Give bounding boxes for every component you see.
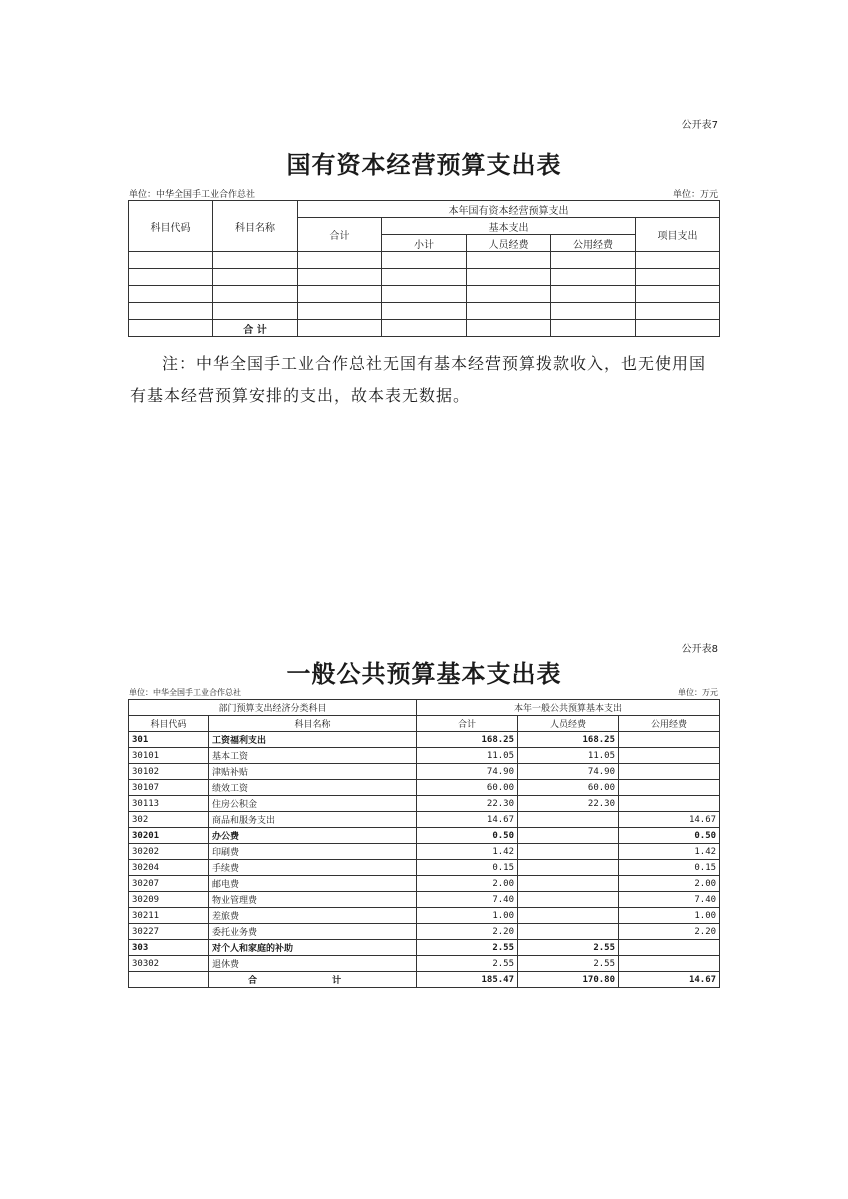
row-code: 30207	[129, 876, 209, 892]
row-name: 邮电费	[209, 876, 417, 892]
row-name: 手续费	[209, 860, 417, 876]
row-personnel: 11.05	[518, 748, 619, 764]
header-code: 科目代码	[129, 716, 209, 732]
row-public: 0.15	[619, 860, 720, 876]
header-group: 本年国有资本经营预算支出	[298, 201, 720, 218]
row-total: 0.50	[417, 828, 518, 844]
table7-unit-currency: 单位：万元	[672, 190, 718, 200]
row-public	[619, 796, 720, 812]
row-public: 1.42	[619, 844, 720, 860]
row-name: 工资福利支出	[209, 732, 417, 748]
row-name: 办公费	[209, 828, 417, 844]
row-personnel: 22.30	[518, 796, 619, 812]
table-row	[129, 732, 720, 748]
row-name: 绩效工资	[209, 780, 417, 796]
row-name: 对个人和家庭的补助	[209, 940, 417, 956]
row-personnel	[518, 812, 619, 828]
row-total: 1.00	[417, 908, 518, 924]
table-row	[129, 796, 720, 812]
row-code: 30204	[129, 860, 209, 876]
table-row	[129, 956, 720, 972]
table-row	[129, 908, 720, 924]
table-row	[129, 860, 720, 876]
row-personnel	[518, 924, 619, 940]
table8-unit-org: 单位：中华全国手工业合作总社	[129, 688, 241, 697]
row-code: 303	[129, 940, 209, 956]
row-code: 30227	[129, 924, 209, 940]
total-public: 14.67	[619, 972, 720, 988]
row-personnel	[518, 828, 619, 844]
row-public: 7.40	[619, 892, 720, 908]
total-amount: 185.47	[417, 972, 518, 988]
row-public: 2.20	[619, 924, 720, 940]
row-personnel: 168.25	[518, 732, 619, 748]
header-group-right: 本年一般公共预算基本支出	[417, 700, 720, 716]
row-code: 30209	[129, 892, 209, 908]
state-capital-budget-table	[128, 200, 720, 337]
table-row	[129, 924, 720, 940]
total-personnel: 170.80	[518, 972, 619, 988]
row-personnel: 60.00	[518, 780, 619, 796]
table-row	[129, 269, 720, 286]
table-row	[129, 892, 720, 908]
row-public	[619, 748, 720, 764]
header-personnel: 人员经费	[518, 716, 619, 732]
general-budget-basic-expenditure-table	[128, 699, 720, 988]
table7-unit-org: 单位：中华全国手工业合作总社	[129, 190, 256, 200]
row-name: 商品和服务支出	[209, 812, 417, 828]
row-name: 津贴补贴	[209, 764, 417, 780]
row-public	[619, 732, 720, 748]
row-total: 0.15	[417, 860, 518, 876]
row-name: 印刷费	[209, 844, 417, 860]
row-total: 2.55	[417, 956, 518, 972]
table-row	[129, 812, 720, 828]
row-personnel	[518, 844, 619, 860]
table-row	[129, 748, 720, 764]
row-personnel: 74.90	[518, 764, 619, 780]
row-total: 2.20	[417, 924, 518, 940]
row-personnel	[518, 860, 619, 876]
header-total: 合计	[298, 218, 382, 252]
row-personnel	[518, 876, 619, 892]
page-number-label-7: 公开表7	[681, 120, 718, 131]
header-project: 项目支出	[636, 218, 720, 252]
row-code: 30101	[129, 748, 209, 764]
row-code: 301	[129, 732, 209, 748]
table-row	[129, 828, 720, 844]
header-code: 科目代码	[129, 201, 213, 252]
header-personnel: 人员经费	[467, 235, 551, 252]
total-label: 合 计	[209, 972, 417, 988]
row-total: 22.30	[417, 796, 518, 812]
row-public: 0.50	[619, 828, 720, 844]
row-total: 7.40	[417, 892, 518, 908]
row-name: 退休费	[209, 956, 417, 972]
header-name: 科目名称	[209, 716, 417, 732]
row-code: 30102	[129, 764, 209, 780]
row-name: 差旅费	[209, 908, 417, 924]
row-total: 1.42	[417, 844, 518, 860]
header-public: 公用经费	[619, 716, 720, 732]
row-personnel	[518, 908, 619, 924]
row-code: 30202	[129, 844, 209, 860]
row-code: 30211	[129, 908, 209, 924]
row-total: 168.25	[417, 732, 518, 748]
row-code: 30201	[129, 828, 209, 844]
row-code: 30302	[129, 956, 209, 972]
table8-unit-currency: 单位：万元	[678, 688, 718, 697]
total-row	[129, 320, 720, 337]
row-personnel: 2.55	[518, 940, 619, 956]
row-personnel: 2.55	[518, 956, 619, 972]
table-row	[129, 876, 720, 892]
table-row	[129, 303, 720, 320]
header-subtotal: 小计	[382, 235, 467, 252]
row-total: 11.05	[417, 748, 518, 764]
row-public: 2.00	[619, 876, 720, 892]
table7-note: 注：中华全国手工业合作总社无国有基本经营预算拨款收入，也无使用国有基本经营预算安排的支出，故本表无数据。	[130, 354, 707, 405]
header-group-left: 部门预算支出经济分类科目	[129, 700, 417, 716]
header-public: 公用经费	[551, 235, 636, 252]
row-public	[619, 764, 720, 780]
total-row	[129, 972, 720, 988]
table-row	[129, 286, 720, 303]
row-public	[619, 940, 720, 956]
header-total: 合计	[417, 716, 518, 732]
table7-title: 国有资本经营预算支出表	[286, 150, 562, 179]
row-total: 60.00	[417, 780, 518, 796]
header-basic: 基本支出	[382, 218, 636, 235]
header-name: 科目名称	[213, 201, 298, 252]
table8-title: 一般公共预算基本支出表	[286, 659, 562, 688]
row-name: 物业管理费	[209, 892, 417, 908]
row-public: 14.67	[619, 812, 720, 828]
total-label: 合 计	[213, 320, 298, 337]
row-total: 74.90	[417, 764, 518, 780]
row-public	[619, 956, 720, 972]
row-personnel	[518, 892, 619, 908]
row-name: 委托业务费	[209, 924, 417, 940]
row-name: 基本工资	[209, 748, 417, 764]
row-total: 2.55	[417, 940, 518, 956]
row-code: 30113	[129, 796, 209, 812]
table-row	[129, 252, 720, 269]
row-code: 30107	[129, 780, 209, 796]
table-row	[129, 764, 720, 780]
row-public: 1.00	[619, 908, 720, 924]
row-total: 14.67	[417, 812, 518, 828]
table-row	[129, 940, 720, 956]
table-row	[129, 780, 720, 796]
row-code: 302	[129, 812, 209, 828]
row-public	[619, 780, 720, 796]
row-total: 2.00	[417, 876, 518, 892]
table-row	[129, 844, 720, 860]
page-number-label-8: 公开表8	[681, 644, 718, 655]
row-name: 住房公积金	[209, 796, 417, 812]
